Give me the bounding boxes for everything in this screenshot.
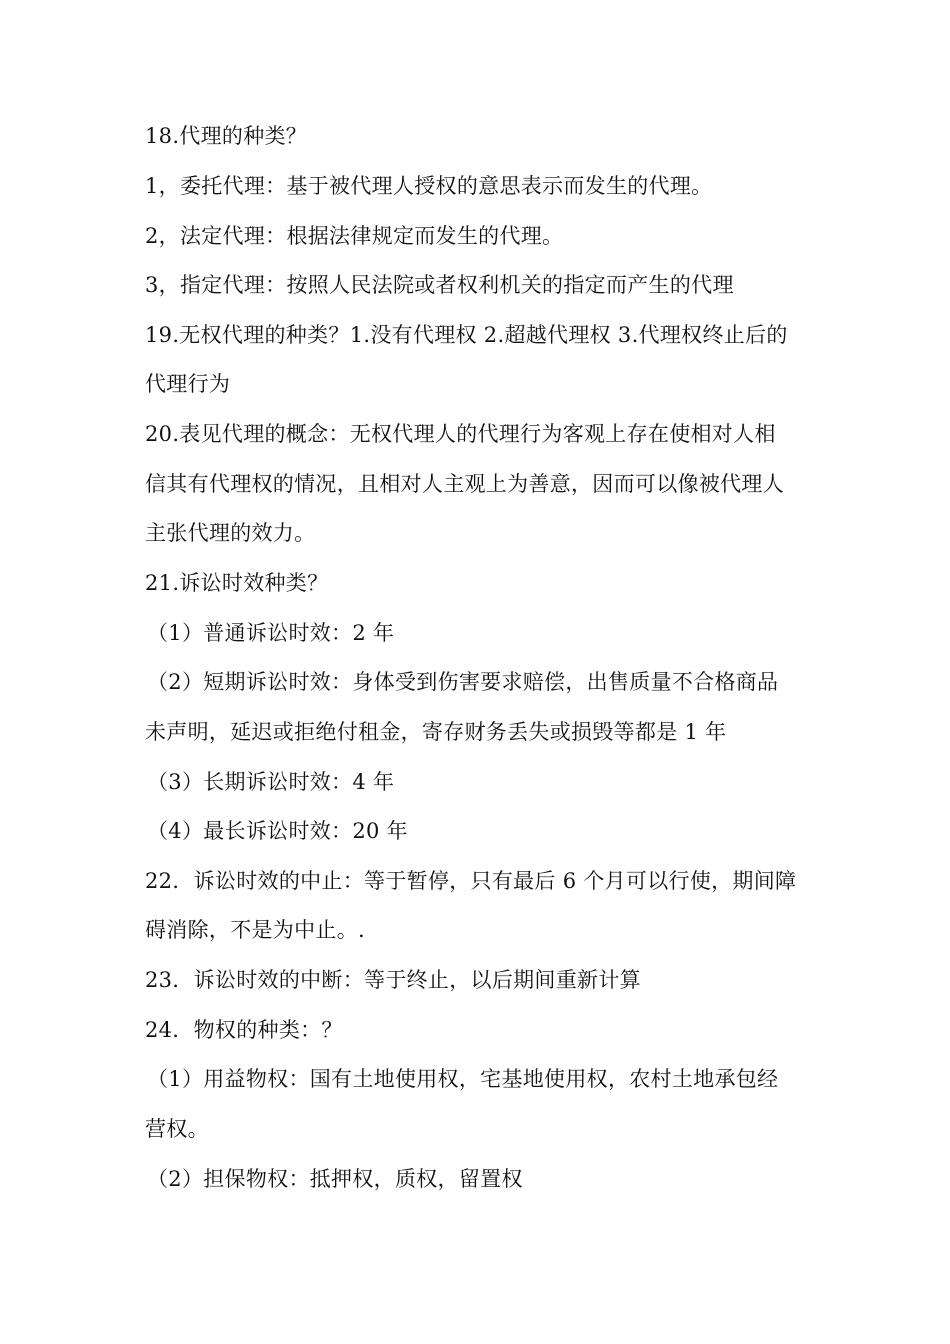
heading-q18: 18.代理的种类？	[145, 124, 308, 148]
text-line: 1，委托代理：基于被代理人授权的意思表示而发生的代理。	[145, 174, 713, 198]
list-item: （3）长期诉讼时效：4 年	[147, 770, 395, 794]
heading-q23: 23．诉讼时效的中断：等于终止，以后期间重新计算	[145, 968, 641, 992]
text-line: 未声明，延迟或拒绝付租金，寄存财务丢失或损毁等都是 1 年	[145, 720, 727, 744]
list-item: （4）最长诉讼时效：20 年	[147, 819, 408, 843]
list-item: （1）用益物权：国有土地使用权，宅基地使用权，农村土地承包经	[147, 1067, 779, 1091]
text-line: 信其有代理权的情况，且相对人主观上为善意，因而可以像被代理人	[145, 472, 784, 496]
list-item: （2）短期诉讼时效：身体受到伤害要求赔偿，出售质量不合格商品	[147, 670, 779, 694]
text-line: 主张代理的效力。	[145, 521, 316, 545]
text-line: 2，法定代理：根据法律规定而发生的代理。	[145, 224, 564, 248]
heading-q24: 24．物权的种类：？	[145, 1018, 343, 1042]
text-line: 3，指定代理：按照人民法院或者权利机关的指定而产生的代理	[145, 273, 734, 297]
text-line: 营权。	[145, 1117, 209, 1141]
text-line: 代理行为	[145, 372, 231, 396]
text-line: 碍消除，不是为中止。.	[145, 918, 365, 942]
heading-q21: 21.诉讼时效种类？	[145, 571, 329, 595]
list-item: （1）普通诉讼时效：2 年	[147, 621, 395, 645]
heading-q22: 22．诉讼时效的中止：等于暂停，只有最后 6 个月可以行使，期间障	[145, 869, 797, 893]
heading-q20: 20.表见代理的概念：无权代理人的代理行为客观上存在使相对人相	[145, 422, 776, 446]
heading-q19: 19.无权代理的种类？1.没有代理权 2.超越代理权 3.代理权终止后的	[145, 323, 788, 347]
list-item: （2）担保物权：抵押权，质权，留置权	[147, 1167, 523, 1191]
